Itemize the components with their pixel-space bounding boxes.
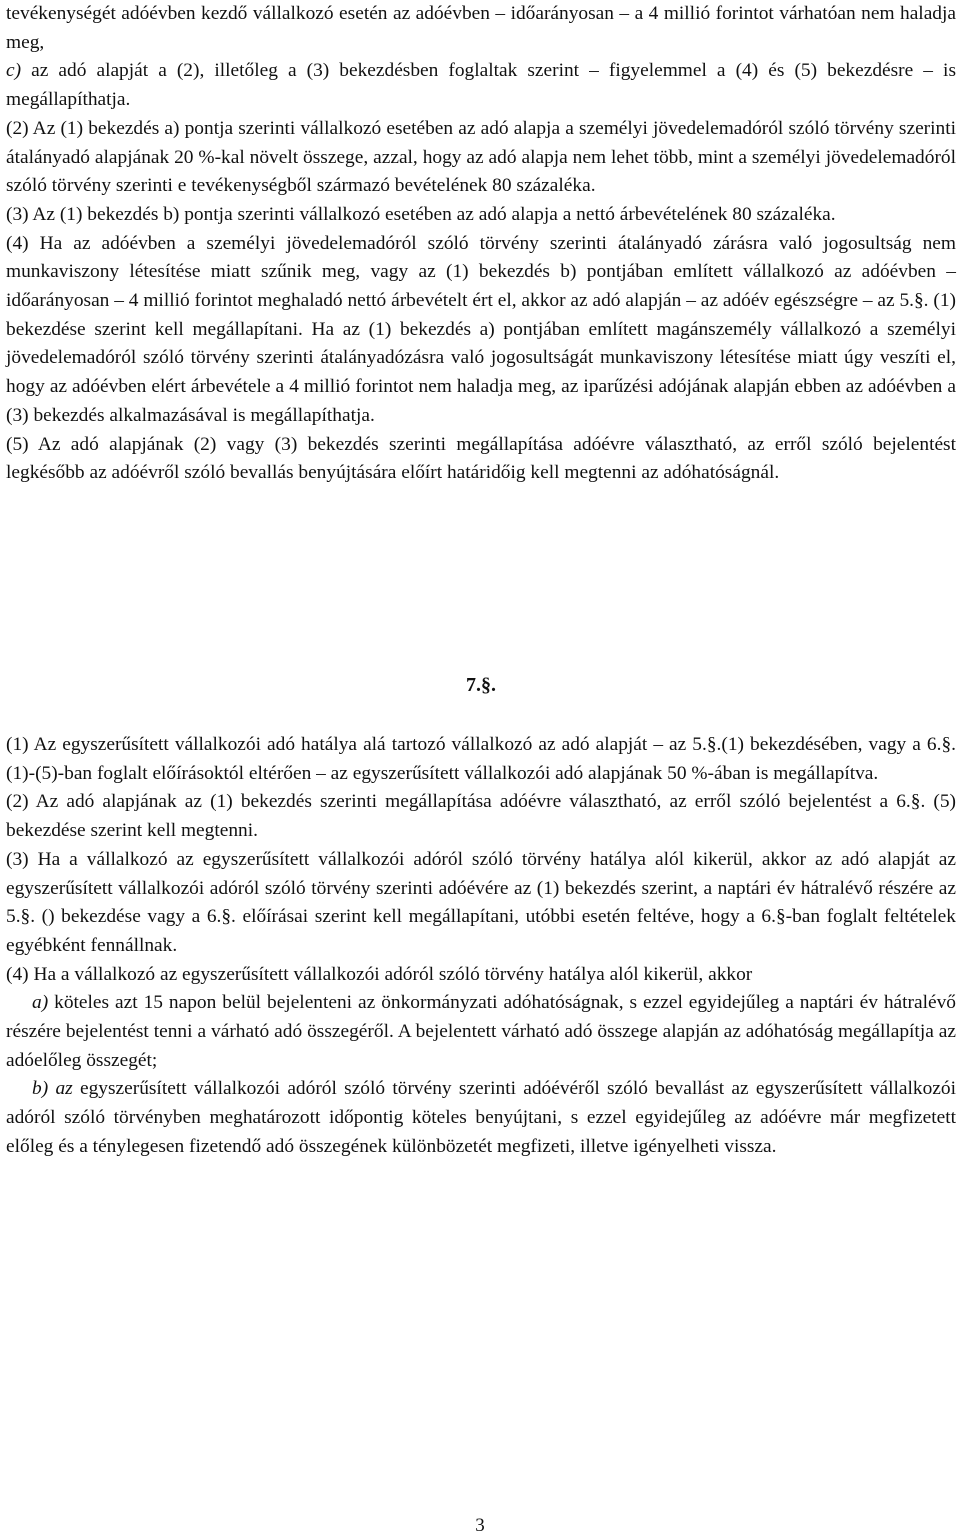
page-number: 3: [475, 1515, 485, 1536]
section-heading: 7.§.: [466, 674, 496, 696]
paragraph-5: (5) Az adó alapjának (2) vagy (3) bekezdés szerinti megállapítása adóévre választható, az erről szóló bejelentést legkésőbb az adóévről szóló bevallás benyújtására előírt határidőig kell megtenni az adóhatóságnál.: [6, 433, 956, 484]
paragraph-4: (4) Ha az adóévben a személyi jövedelemadóról szóló törvény szerinti átalányadó zárásra való jogosultság nem munkaviszony létesítése miatt szűnik meg, vagy az (1) bekezdés b) pontjában említett vállalkozó az adóévben – időarányosan – 4 millió forintot meghaladó nettó árbevételt ért el, akkor az adó alapján – az adóév egészségre – az 5.§. (1) bekezdése szerint kell megállapítani. Ha az (1) bekezdés a) pontjában említett magánszemély vállalkozó a személyi jövedelemadóról szóló törvény szerinti átalányadózásra való jogosultságát munkaviszony létesítése miatt úgy veszíti el, hogy az adóévben elért árbevétele a 4 millió forintot nem haladja meg, az iparűzési adójának alapján ebben az adóévben a (3) bekezdés alkalmazásával is megállapíthatja.: [6, 232, 956, 426]
paragraph-7-4: (4) Ha a vállalkozó az egyszerűsített vállalkozói adóról szóló törvény hatálya alól kikerül, akkor: [6, 963, 753, 985]
paragraph-7-4-a: [6, 989, 956, 1075]
point-label-a: a): [32, 992, 49, 1014]
paragraph-3: (3) Az (1) bekezdés b) pontja szerinti vállalkozó esetében az adó alapja a nettó árbevételének 80 százaléka.: [6, 203, 836, 225]
section-6-continued: [6, 0, 956, 488]
point-label-c: c): [6, 60, 22, 82]
section-7: [6, 731, 956, 1162]
point-text-b: egyszerűsített vállalkozói adóról szóló törvény szerinti adóévéről szóló bevallást az egyszerűsített vállalkozói adóról szóló törvényben meghatározott időpontig köteles benyújtani, s ezzel egyidejűleg az adóévre már megfizetett előleg és a ténylegesen fizetendő adó összegének különbözetét megfizeti, illetve igényelheti vissza.: [6, 1078, 956, 1157]
point-text-c: az adó alapját a (2), illetőleg a (3) bekezdésben foglaltak szerint – figyelemmel a (4) és (5) bekezdésre – is megállapíthatja.: [6, 60, 956, 111]
point-text-a: köteles azt 15 napon belül bejelenteni az önkormányzati adóhatóságnak, s ezzel egyidejűleg a naptári év hátralévő részére bejelentést tenni a várható adó összegéről. A bejelentett várható adó összege alapján az adóhatóság megállapítja az adóelőleg összegét;: [6, 992, 956, 1071]
paragraph-intro-b: tevékenységét adóévben kezdő vállalkozó esetén az adóévben – időarányosan – a 4 millió forintot várhatóan nem haladja meg,: [6, 3, 956, 53]
paragraph-7-4-b: [6, 1075, 956, 1161]
paragraph-7-2: (2) Az adó alapjának az (1) bekezdés szerinti megállapítása adóévre választható, az erről szóló bejelentést a 6.§. (5) bekezdése szerint kell megtenni.: [6, 791, 956, 842]
paragraph-intro-c: [6, 57, 956, 114]
point-label-b: b) az: [32, 1078, 73, 1100]
paragraph-2: (2) Az (1) bekezdés a) pontja szerinti vállalkozó esetében az adó alapja a személyi jövedelemadóról szóló törvény szerinti átalányadó alapjának 20 %-kal növelt összege, azzal, hogy az adó alapja nem lehet több, mint a személyi jövedelemadóról szóló törvény szerinti e tevékenységből származó bevételének 80 százaléka.: [6, 117, 956, 197]
paragraph-7-3: (3) Ha a vállalkozó az egyszerűsített vállalkozói adóról szóló törvény hatálya alól kikerül, akkor az adó alapját az egyszerűsített vállalkozói adóról szóló törvény szerinti adóévére az (1) bekezdés szerint, a naptári év hátralévő részére az 5.§. () bekezdése vagy a 6.§. előírásai szerint kell megállapítani, utóbbi esetén feltéve, hogy a 6.§-ban foglalt feltételek egyébként fennállnak.: [6, 848, 956, 956]
paragraph-7-1: (1) Az egyszerűsített vállalkozói adó hatálya alá tartozó vállalkozó az adó alapját – az 5.§.(1) bekezdésében, vagy a 6.§. (1)-(5)-ban foglalt előírásoktól eltérően – az egyszerűsített vállalkozói adó alapjának 50 %-ában is megállapítva.: [6, 734, 956, 784]
